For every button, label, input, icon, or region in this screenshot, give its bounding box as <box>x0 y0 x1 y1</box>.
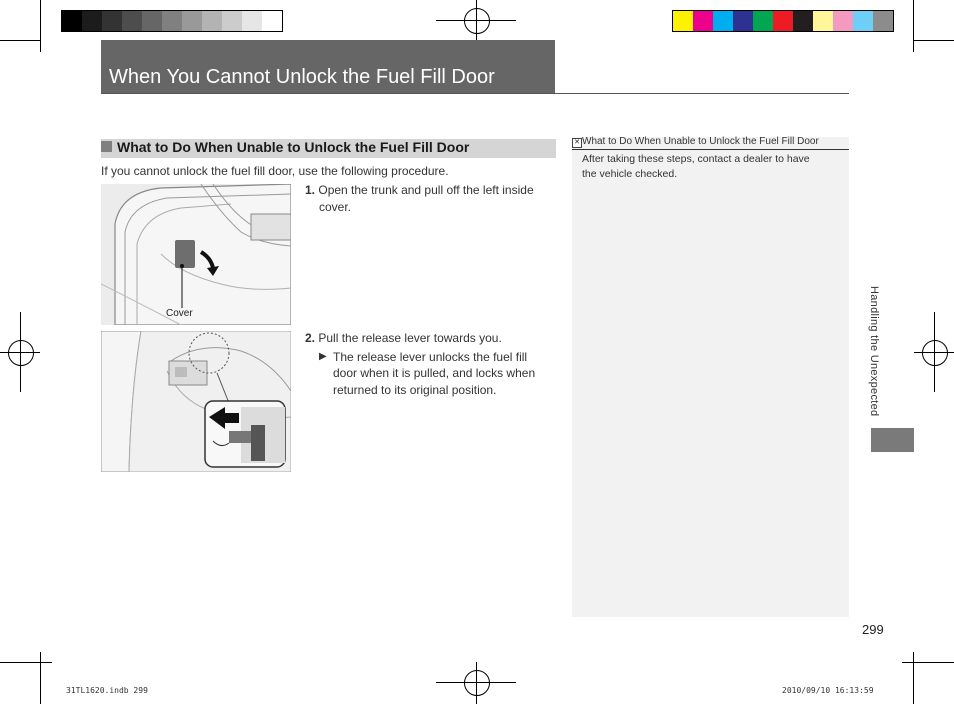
step-2 <box>305 330 555 398</box>
step-2-line-1: Pull the release lever towards you. <box>318 331 502 345</box>
sidebar-heading-rule <box>572 149 849 150</box>
note-arrow-icon: ▶ <box>319 350 327 362</box>
step-1-line-1: Open the trunk and pull off the left inside <box>318 183 534 197</box>
sidebar-panel <box>572 137 849 617</box>
step-2-note-line-2: door when it is pulled, and locks when <box>333 366 536 380</box>
grayscale-frame <box>61 10 283 32</box>
chapter-tab-label: Handling the Unexpected <box>868 286 880 417</box>
footer-file: 31TL1620.indb 299 <box>66 686 148 695</box>
step-2-number: 2. <box>305 331 316 345</box>
color-frame <box>672 10 894 32</box>
page-number: 299 <box>862 622 884 637</box>
step-2-note-line-3: returned to its original position. <box>333 382 497 397</box>
step-1 <box>305 182 555 215</box>
chapter-tab-block <box>871 428 914 452</box>
trunk-illustration <box>101 184 291 325</box>
footer-datetime: 2010/09/10 16:13:59 <box>782 686 874 695</box>
section-title: What to Do When Unable to Unlock the Fuel Fill Door <box>117 139 470 155</box>
header-rule <box>101 93 849 94</box>
note-icon: ✕ <box>572 138 582 148</box>
page-title: When You Cannot Unlock the Fuel Fill Door <box>109 66 495 88</box>
sidebar-body <box>582 152 810 181</box>
sidebar-line-1: After taking these steps, contact a dealer to have <box>582 153 810 165</box>
sidebar-line-2: the vehicle checked. <box>582 167 678 180</box>
step-1-number: 1. <box>305 183 316 197</box>
sidebar-heading: What to Do When Unable to Unlock the Fuel Fill Door <box>582 136 819 147</box>
figure-release-lever <box>101 331 291 472</box>
section-square-icon <box>101 141 112 152</box>
figure-trunk-cover <box>101 184 291 325</box>
cover-callout: Cover <box>166 308 193 319</box>
step-1-line-2: cover. <box>319 199 352 214</box>
intro-text: If you cannot unlock the fuel fill door, use the following procedure. <box>101 164 449 178</box>
release-lever-illustration <box>101 331 291 472</box>
step-2-note-line-1: The release lever unlocks the fuel fill <box>333 349 528 364</box>
